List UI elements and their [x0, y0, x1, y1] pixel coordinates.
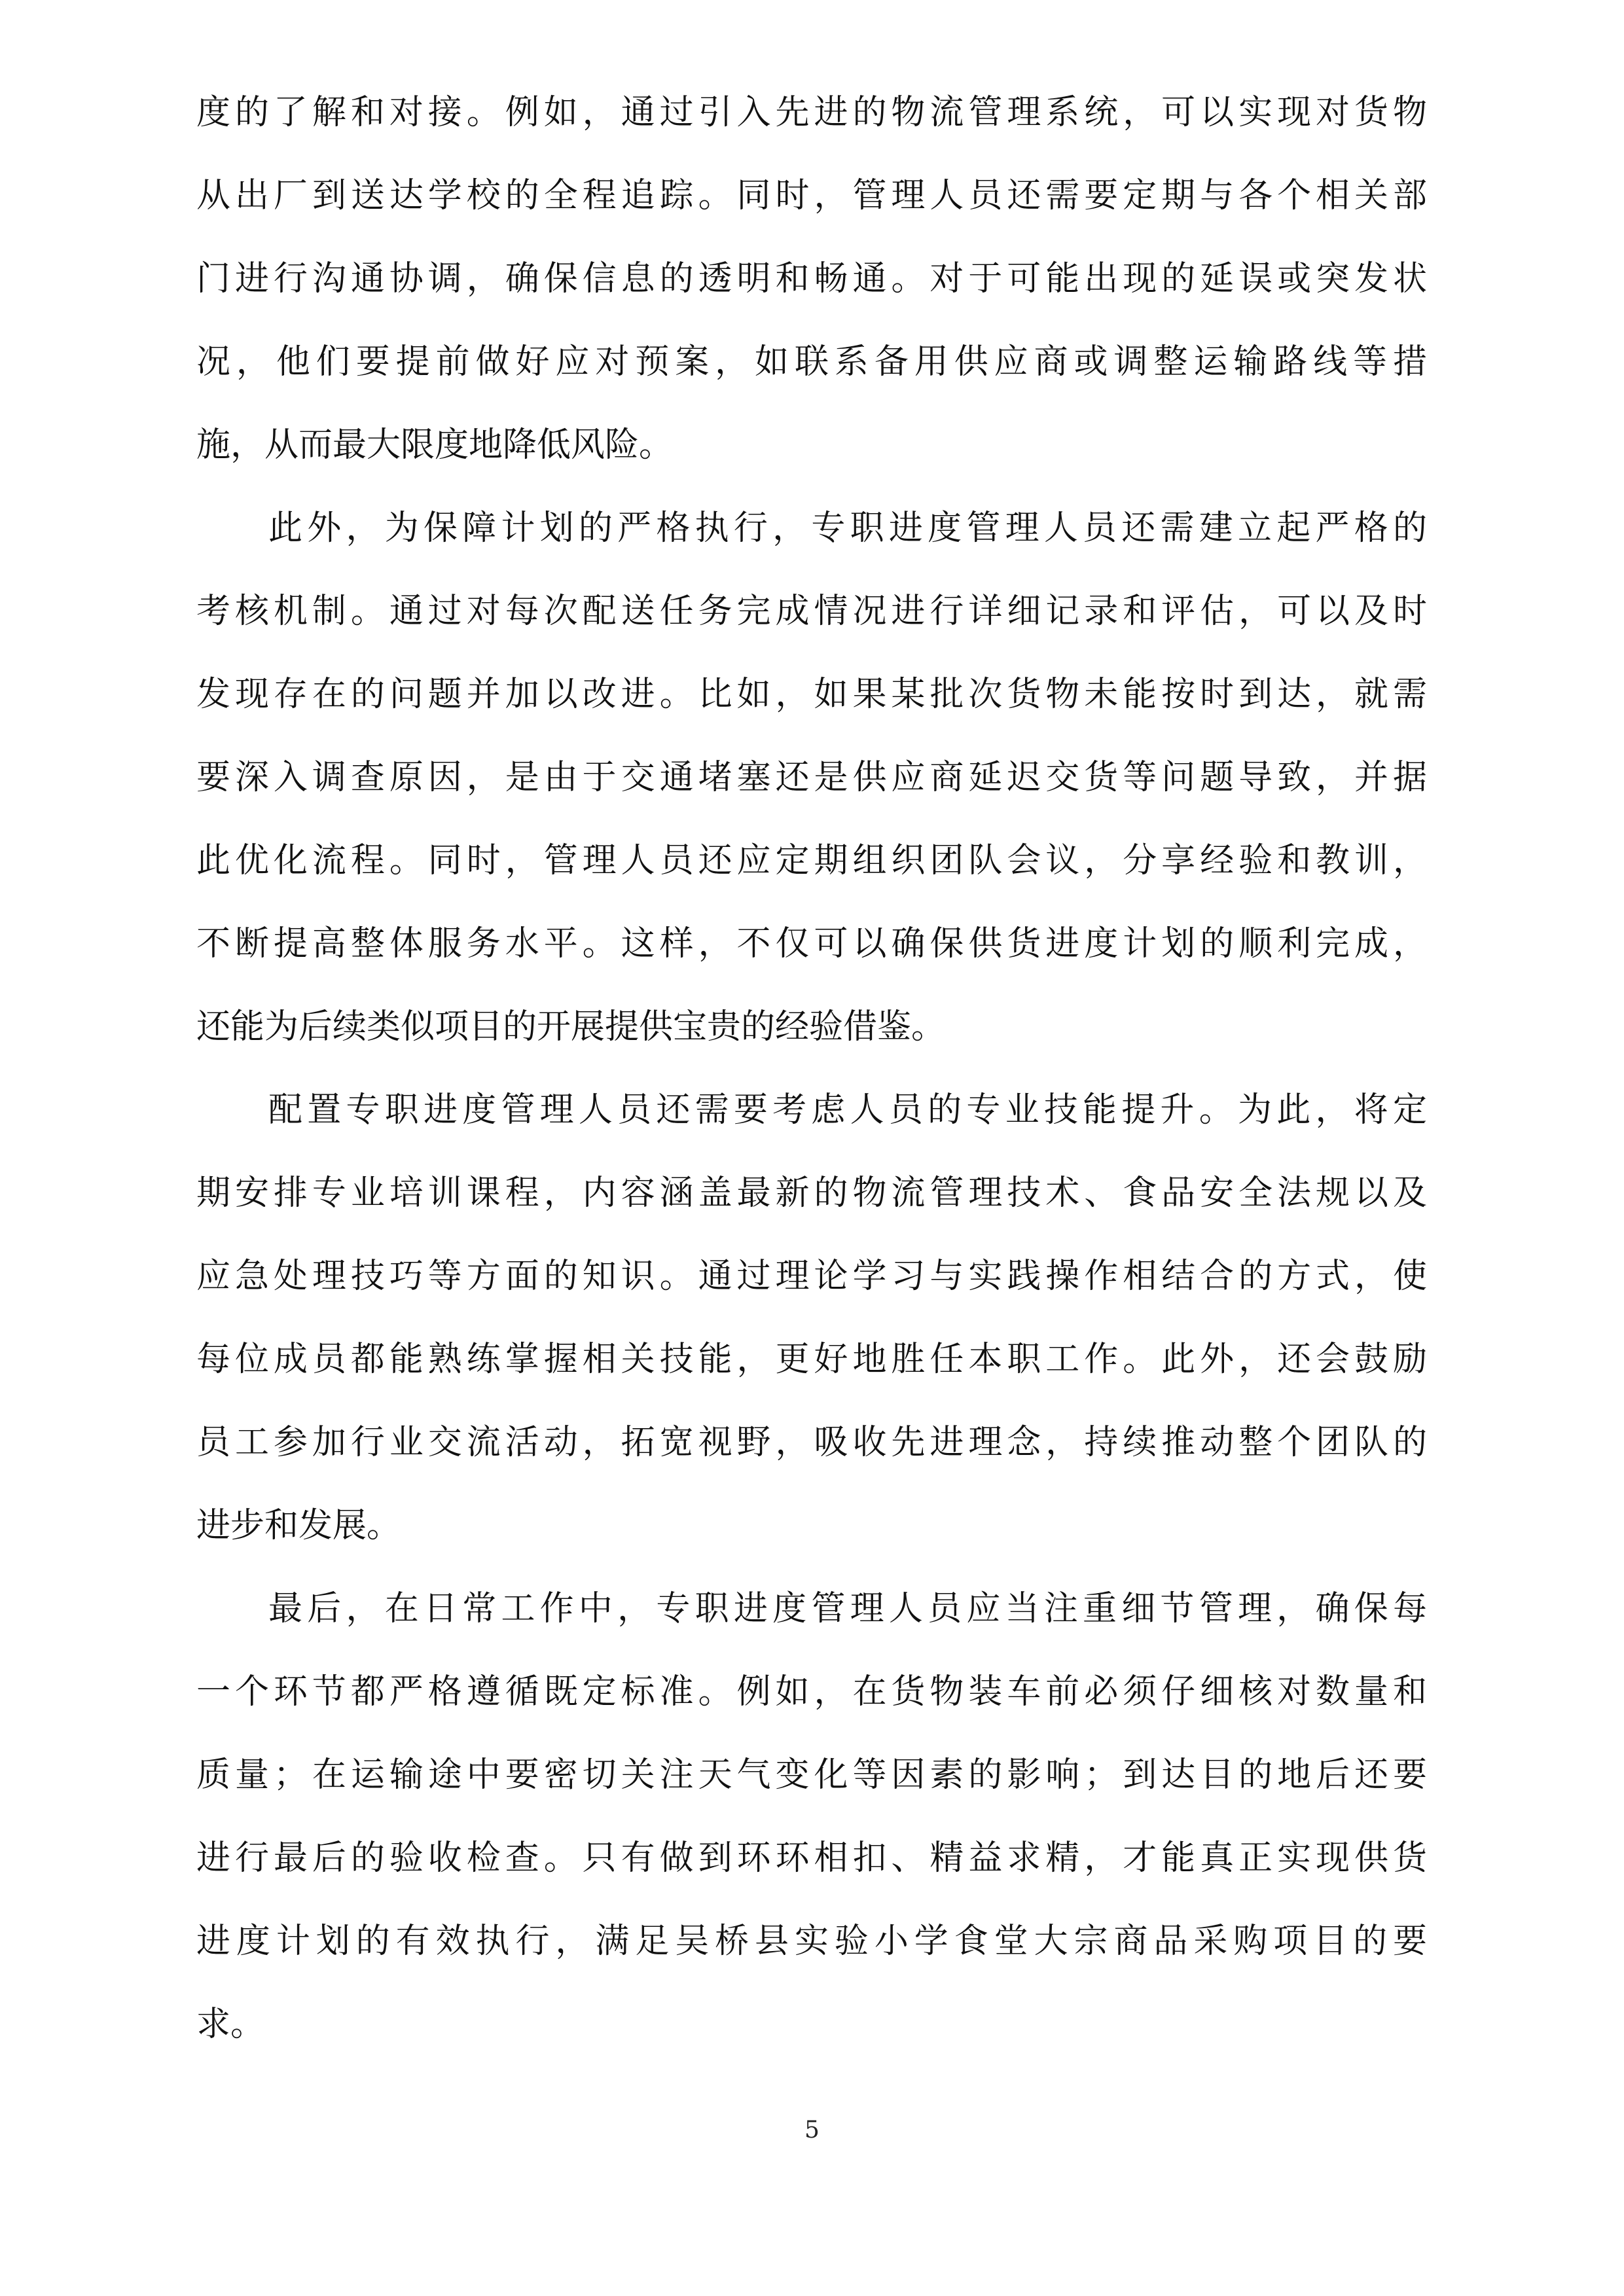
paragraph-line: 发现存在的问题并加以改进。比如，如果某批次货物未能按时到达，就需	[196, 675, 1427, 714]
paragraph-line: 每位成员都能熟练掌握相关技能，更好地胜任本职工作。此外，还会鼓励	[196, 1340, 1427, 1379]
paragraph-line: 度的了解和对接。例如，通过引入先进的物流管理系统，可以实现对货物	[196, 93, 1427, 132]
paragraph-line: 进度计划的有效执行，满足吴桥县实验小学食堂大宗商品采购项目的要	[196, 1922, 1427, 1961]
paragraph-line: 进行最后的验收检查。只有做到环环相扣、精益求精，才能真正实现供货	[196, 1839, 1427, 1878]
paragraph-line: 从出厂到送达学校的全程追踪。同时，管理人员还需要定期与各个相关部	[196, 176, 1427, 215]
paragraph-line: 应急处理技巧等方面的知识。通过理论学习与实践操作相结合的方式，使	[196, 1257, 1427, 1296]
paragraph-line: 求。	[196, 2005, 265, 2044]
paragraph-first-line: 此外，为保障计划的严格执行，专职进度管理人员还需建立起严格的	[268, 509, 1427, 548]
paragraph-line: 门进行沟通协调，确保信息的透明和畅通。对于可能出现的延误或突发状	[196, 259, 1427, 298]
paragraph-first-line: 配置专职进度管理人员还需要考虑人员的专业技能提升。为此，将定	[268, 1090, 1427, 1130]
paragraph-line: 考核机制。通过对每次配送任务完成情况进行详细记录和评估，可以及时	[196, 592, 1427, 631]
paragraph-line: 员工参加行业交流活动，拓宽视野，吸收先进理念，持续推动整个团队的	[196, 1423, 1427, 1462]
paragraph-line: 施，从而最大限度地降低风险。	[196, 425, 674, 465]
paragraph-line: 况，他们要提前做好应对预案，如联系备用供应商或调整运输路线等措	[196, 342, 1427, 382]
paragraph-line: 还能为后续类似项目的开展提供宝贵的经验借鉴。	[196, 1007, 946, 1047]
paragraph-line: 要深入调查原因，是由于交通堵塞还是供应商延迟交货等问题导致，并据	[196, 758, 1427, 797]
paragraph-line: 一个环节都严格遵循既定标准。例如，在货物装车前必须仔细核对数量和	[196, 1672, 1427, 1712]
paragraph-line: 不断提高整体服务水平。这样，不仅可以确保供货进度计划的顺利完成，	[196, 924, 1427, 963]
paragraph-line: 此优化流程。同时，管理人员还应定期组织团队会议，分享经验和教训，	[196, 841, 1427, 880]
paragraph-line: 进步和发展。	[196, 1506, 401, 1545]
page-number: 5	[804, 2117, 820, 2144]
paragraph-first-line: 最后，在日常工作中，专职进度管理人员应当注重细节管理，确保每	[268, 1589, 1427, 1628]
paragraph-line: 期安排专业培训课程，内容涵盖最新的物流管理技术、食品安全法规以及	[196, 1174, 1427, 1213]
paragraph-line: 质量；在运输途中要密切关注天气变化等因素的影响；到达目的地后还要	[196, 1755, 1427, 1795]
